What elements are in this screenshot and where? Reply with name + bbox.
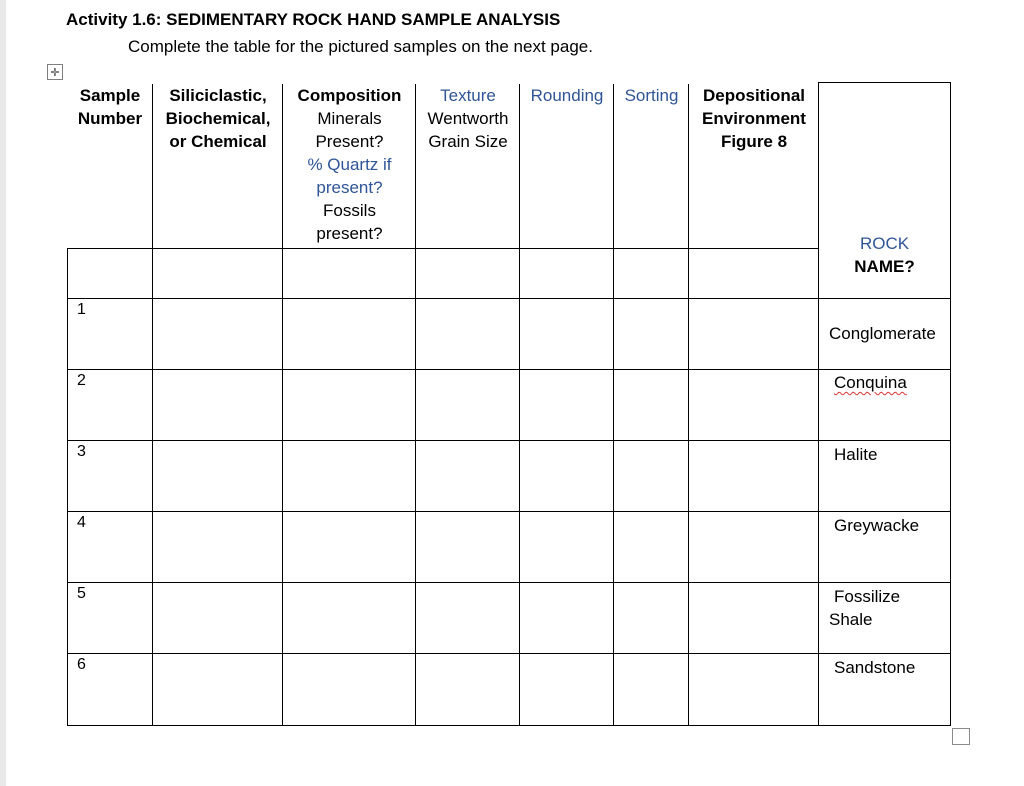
row-number-3: 3 bbox=[77, 443, 86, 460]
header-composition: Composition Minerals Present? % Quartz if present? Fossils present? bbox=[297, 86, 402, 243]
column-divider bbox=[818, 82, 819, 726]
column-divider bbox=[519, 84, 520, 726]
header-sample-number: Sample Number bbox=[77, 86, 143, 128]
table-header-rule bbox=[67, 248, 818, 249]
header-sorting: Sorting bbox=[624, 86, 679, 105]
row-number-1: 1 bbox=[77, 301, 86, 318]
table-border-left bbox=[67, 248, 68, 726]
activity-instructions: Complete the table for the pictured samples on the next page. bbox=[128, 37, 593, 56]
header-rock-type: Siliciclastic, Biochemical, or Chemical bbox=[165, 86, 271, 151]
row-number-5: 5 bbox=[77, 585, 86, 602]
rock-name-4: Greywacke bbox=[834, 516, 920, 535]
column-divider bbox=[152, 84, 153, 726]
rock-name-1: Conglomerate bbox=[829, 324, 936, 343]
row-number-4: 4 bbox=[77, 514, 86, 531]
header-texture: Texture Wentworth Grain Size bbox=[427, 86, 509, 151]
table-move-handle-icon[interactable]: ✛ bbox=[47, 64, 63, 80]
header-rock-name: ROCK NAME? bbox=[854, 234, 915, 276]
table-border-right bbox=[950, 82, 951, 726]
rock-name-6: Sandstone bbox=[834, 658, 916, 677]
rock-name-5: Fossilize Shale bbox=[829, 587, 901, 629]
column-divider bbox=[613, 84, 614, 726]
header-depositional-environment: Depositional Environment Figure 8 bbox=[702, 86, 806, 151]
table-resize-handle-icon[interactable] bbox=[952, 728, 970, 745]
table-border-top bbox=[818, 82, 951, 83]
row-number-6: 6 bbox=[77, 656, 86, 673]
header-rounding: Rounding bbox=[530, 86, 604, 105]
rock-name-3: Halite bbox=[834, 445, 878, 464]
activity-title: Activity 1.6: SEDIMENTARY ROCK HAND SAMPLE ANALYSIS bbox=[66, 10, 561, 29]
row-number-2: 2 bbox=[77, 372, 86, 389]
column-divider bbox=[688, 84, 689, 726]
rock-name-2: Conquina bbox=[834, 373, 907, 392]
page-left-margin bbox=[0, 0, 6, 786]
